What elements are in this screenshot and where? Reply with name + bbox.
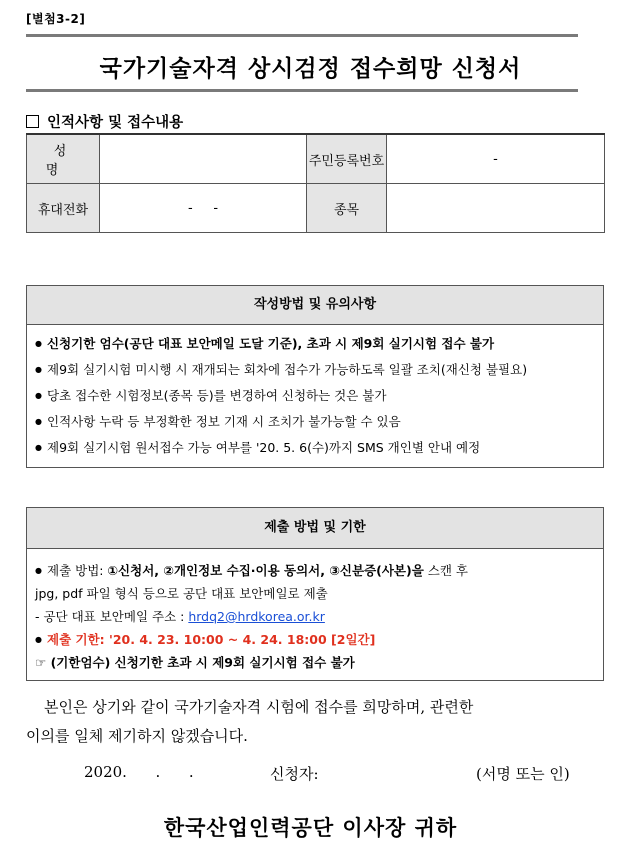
title-bottom-rule bbox=[26, 89, 578, 92]
applicant-info-table bbox=[26, 133, 605, 233]
section-heading bbox=[26, 111, 183, 132]
guide-item: ● 제9회 실기시험 원서접수 가능 여부를 '20. 5. 6(수)까지 SMS 개인별 안내 예정 bbox=[35, 435, 595, 461]
guide-panel bbox=[26, 285, 604, 468]
category-label: 종목 bbox=[307, 184, 387, 233]
page-title: 국가기술자격 상시검정 접수희망 신청서 bbox=[99, 56, 522, 82]
section-heading-text: 인적사항 및 접수내용 bbox=[47, 115, 184, 131]
application-date: 2020. . . bbox=[84, 763, 194, 781]
applicant-label: 신청자: bbox=[270, 765, 319, 783]
deadline-line: ● 제출 기한: '20. 4. 23. 10:00 ~ 4. 24. 18:00 [2일간] bbox=[35, 628, 595, 651]
addressee: 한국산업인력공단 이사장 귀하 bbox=[163, 815, 458, 840]
rrn-label: 주민등록번호 bbox=[307, 134, 387, 184]
guide-item: ● 신청기한 엄수(공단 대표 보안메일 도달 기준), 초과 시 제9회 실기시험 접수 불가 bbox=[35, 331, 595, 357]
email-link[interactable]: hrdq2@hrdkorea.or.kr bbox=[188, 609, 325, 624]
guide-item: ● 제9회 실기시험 미시행 시 재개되는 회차에 접수가 가능하도록 일괄 조치(재신청 불필요) bbox=[35, 357, 595, 383]
checkbox-icon bbox=[26, 115, 39, 128]
phone-field[interactable]: - - bbox=[100, 184, 307, 233]
guide-title: 작성방법 및 유의사항 bbox=[27, 286, 603, 325]
declaration-line2: 이의를 일체 제기하지 않겠습니다. bbox=[26, 727, 248, 745]
submission-title: 제출 방법 및 기한 bbox=[27, 508, 603, 549]
submission-method: ● 제출 방법: ①신청서, ②개인정보 수집·이용 동의서, ③신분증(사본)을 스캔 후 bbox=[35, 559, 595, 582]
declaration-line1: 본인은 상기와 같이 국가기술자격 시험에 접수를 희망하며, 관련한 bbox=[44, 698, 474, 716]
category-field[interactable] bbox=[387, 184, 605, 233]
deadline-note: ☞ (기한엄수) 신청기한 초과 시 제9회 실기시험 접수 불가 bbox=[35, 655, 355, 670]
submission-panel bbox=[26, 507, 604, 681]
name-label: 성 명 bbox=[27, 134, 100, 184]
sign-note: (서명 또는 인) bbox=[476, 765, 570, 783]
attachment-tag: [별첨3-2] bbox=[26, 12, 86, 26]
phone-label: 휴대전화 bbox=[27, 184, 100, 233]
email-line: - 공단 대표 보안메일 주소 : hrdq2@hrdkorea.or.kr bbox=[35, 609, 325, 624]
title-top-rule bbox=[26, 34, 578, 37]
pointing-hand-icon: ☞ bbox=[35, 655, 47, 670]
name-field[interactable] bbox=[100, 134, 307, 184]
guide-item: ● 당초 접수한 시험정보(종목 등)를 변경하여 신청하는 것은 불가 bbox=[35, 383, 595, 409]
rrn-field[interactable]: - bbox=[387, 134, 605, 184]
submission-method-line2: jpg, pdf 파일 형식 등으로 공단 대표 보안메일로 제출 bbox=[35, 586, 328, 601]
guide-item: ● 인적사항 누락 등 부정확한 정보 기재 시 조치가 불가능할 수 있음 bbox=[35, 409, 595, 435]
